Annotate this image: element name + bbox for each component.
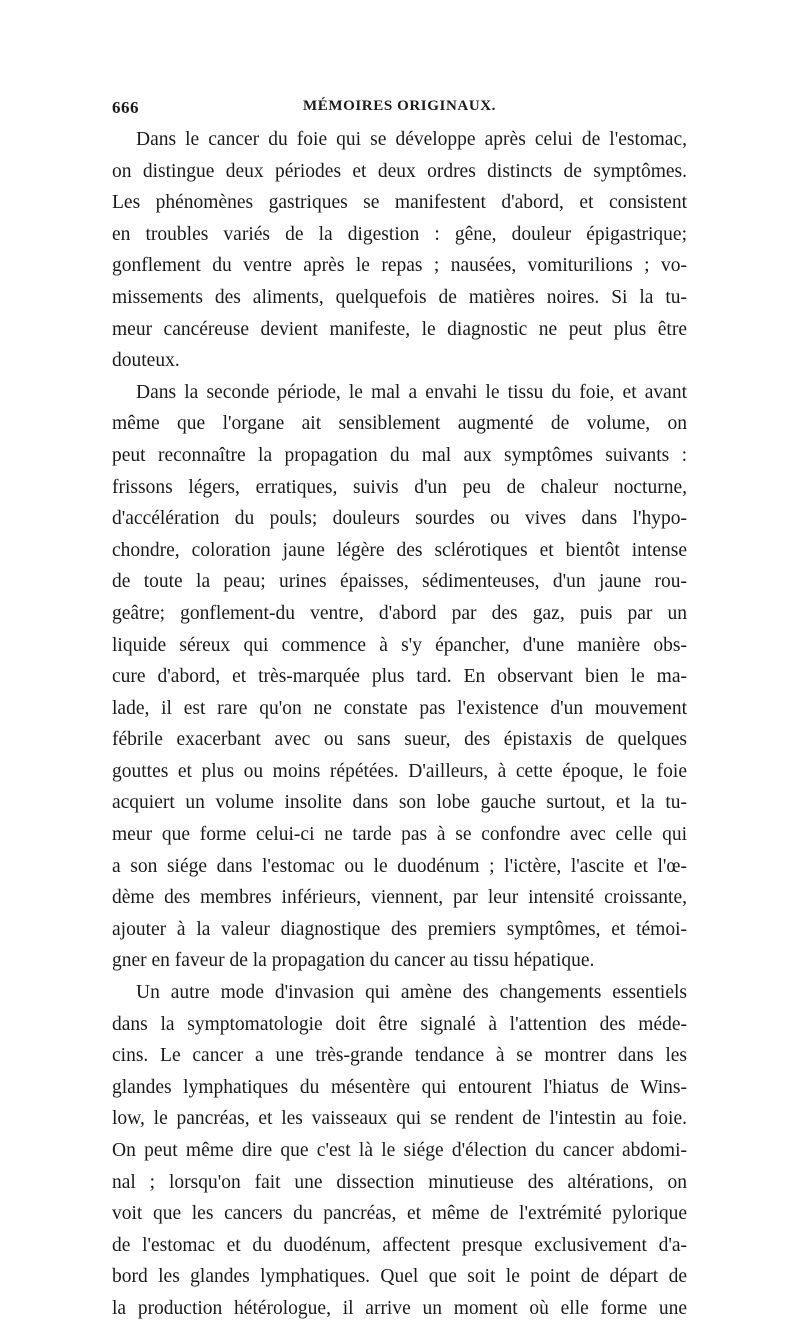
text-line: Un autre mode d'invasion qui amène des changements essentiels bbox=[136, 982, 687, 1004]
text-line: cins. Le cancer a une très-grande tendance à se montrer dans les bbox=[112, 1045, 687, 1067]
text-line: gonflement du ventre après le repas ; nausées, vomiturilions ; vo- bbox=[112, 255, 687, 277]
text-line: low, le pancréas, et les vaisseaux qui se rendent de l'intestin au foie. bbox=[112, 1108, 687, 1130]
text-line: On peut même dire que c'est là le siége d'élection du cancer abdomi- bbox=[112, 1140, 687, 1161]
text-line: missements des aliments, quelquefois de matières noires. Si la tu- bbox=[112, 286, 687, 308]
text-line: en troubles variés de la digestion : gêne, douleur épigastrique; bbox=[112, 223, 687, 245]
text-line: geâtre; gonflement-du ventre, d'abord par des gaz, puis par un bbox=[112, 602, 687, 624]
text-line: même que l'organe ait sensiblement augmenté de volume, on bbox=[112, 413, 687, 435]
text-line: chondre, coloration jaune légère des sclérotiques et bientôt intense bbox=[112, 539, 687, 561]
text-line: douteux. bbox=[112, 350, 180, 372]
text-line: meur cancéreuse devient manifeste, le diagnostic ne peut plus être bbox=[112, 318, 687, 340]
text-line: dans la symptomatologie doit être signalé à l'attention des méde- bbox=[112, 1013, 687, 1035]
text-line: gouttes et plus ou moins répétées. D'ailleurs, à cette époque, le foie bbox=[112, 760, 687, 782]
text-line: la production hétérologue, il arrive un moment où elle forme une bbox=[112, 1297, 687, 1319]
running-title: MÉMOIRES ORIGINAUX. bbox=[302, 98, 497, 114]
text-line: dème des membres inférieurs, viennent, par leur intensité croissante, bbox=[112, 887, 687, 909]
text-line: peut reconnaître la propagation du mal aux symptômes suivants : bbox=[112, 444, 687, 466]
text-line: bord les glandes lymphatiques. Quel que soit le point de départ de bbox=[112, 1266, 687, 1288]
text-line: lade, il est rare qu'on ne constate pas l'existence d'un mouvement bbox=[112, 697, 687, 719]
text-line: voit que les cancers du pancréas, et même de l'extrémité pylorique bbox=[112, 1203, 687, 1225]
text-line: meur que forme celui-ci ne tarde pas à se confondre avec celle qui bbox=[112, 824, 687, 846]
text-line: cure d'abord, et très-marquée plus tard. En observant bien le ma- bbox=[112, 666, 687, 688]
text-line: glandes lymphatiques du mésentère qui entourent l'hiatus de Wins- bbox=[112, 1076, 687, 1098]
text-line: de toute la peau; urines épaisses, sédimenteuses, d'un jaune rou- bbox=[112, 571, 687, 593]
running-head bbox=[112, 98, 687, 122]
text-line: fébrile exacerbant avec ou sans sueur, des épistaxis de quelques bbox=[112, 729, 687, 751]
text-line: Les phénomènes gastriques se manifestent d'abord, et consistent bbox=[112, 192, 687, 214]
text-line: gner en faveur de la propagation du cancer au tissu hépatique. bbox=[112, 950, 595, 972]
text-line: ajouter à la valeur diagnostique des premiers symptômes, et témoi- bbox=[112, 918, 687, 940]
text-line: acquiert un volume insolite dans son lobe gauche surtout, et la tu- bbox=[112, 792, 687, 814]
text-line: de l'estomac et du duodénum, affectent presque exclusivement d'a- bbox=[112, 1234, 687, 1256]
text-line: Dans le cancer du foie qui se développe après celui de l'estomac, bbox=[136, 129, 687, 150]
text-line: nal ; lorsqu'on fait une dissection minutieuse des altérations, on bbox=[112, 1171, 687, 1193]
text-line: d'accélération du pouls; douleurs sourdes ou vives dans l'hypo- bbox=[112, 508, 687, 530]
text-line: a son siége dans l'estomac ou le duodénum ; l'ictère, l'ascite et l'œ- bbox=[112, 855, 687, 877]
page-number: 666 bbox=[112, 98, 139, 117]
text-line: on distingue deux périodes et deux ordres distincts de symptômes. bbox=[112, 160, 687, 182]
text-line: liquide séreux qui commence à s'y épancher, d'une manière obs- bbox=[112, 634, 687, 656]
body-text bbox=[112, 124, 687, 1325]
text-line: Dans la seconde période, le mal a envahi le tissu du foie, et avant bbox=[136, 381, 687, 403]
text-line: frissons légers, erratiques, suivis d'un peu de chaleur nocturne, bbox=[112, 476, 687, 498]
